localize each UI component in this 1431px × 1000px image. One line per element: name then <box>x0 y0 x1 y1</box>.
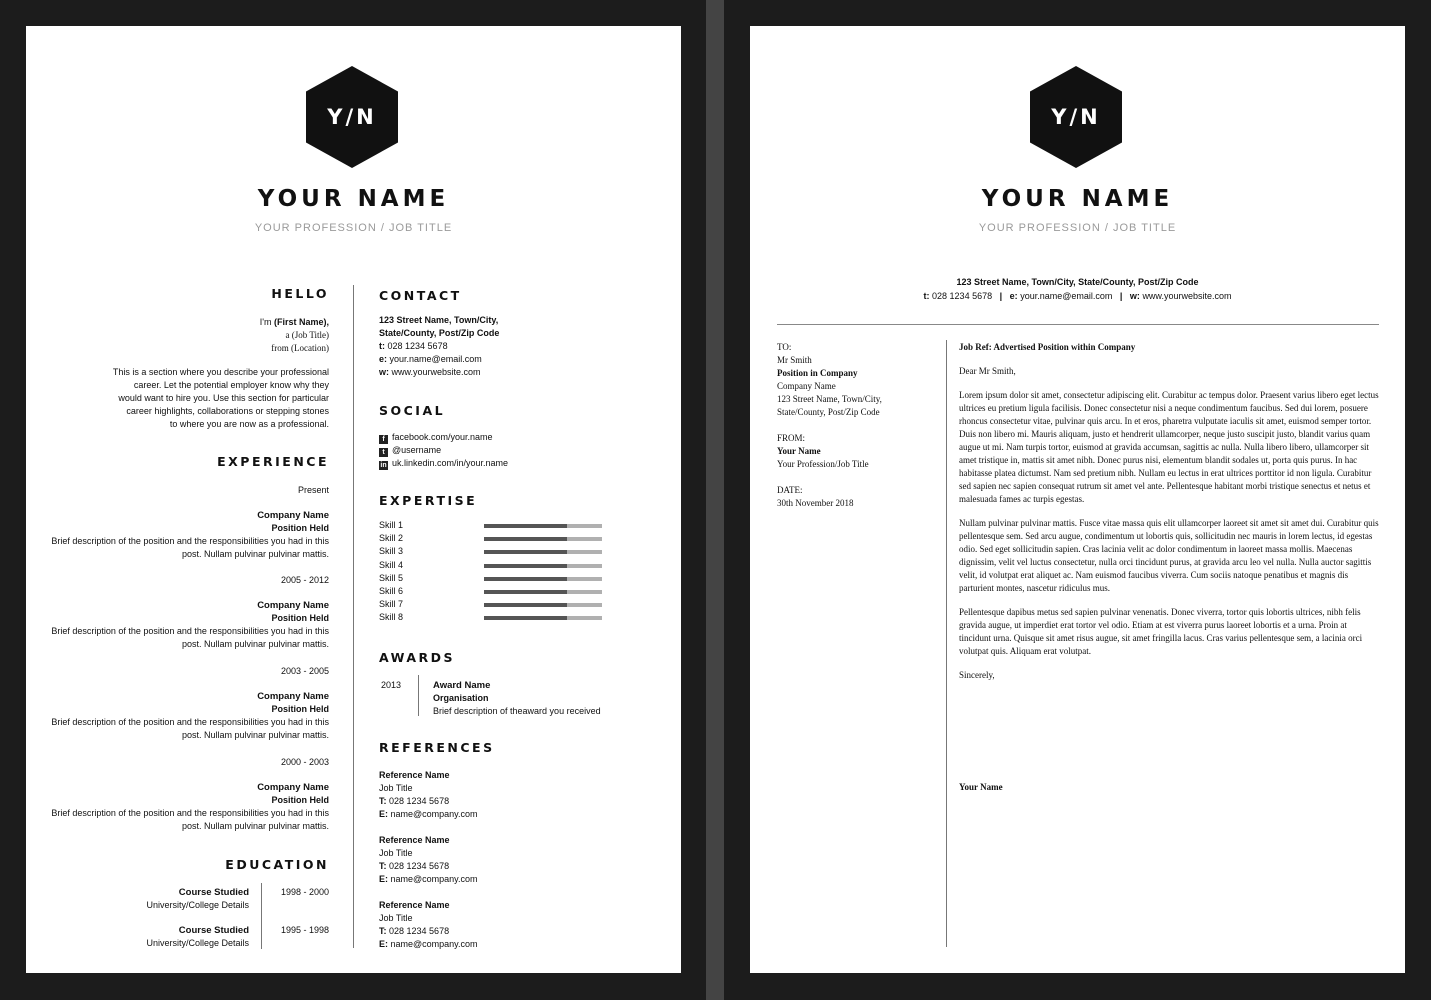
experience-company: Company Name <box>257 691 329 702</box>
twitter-icon: t <box>379 448 388 457</box>
skill-bar <box>484 616 602 620</box>
experience-date: Present <box>297 485 329 495</box>
letter-job-title: YOUR PROFESSION / JOB TITLE <box>978 222 1177 234</box>
salutation: Dear Mr Smith, <box>959 366 1016 376</box>
skill-bar <box>484 537 602 541</box>
monogram-text: Y/N <box>1051 105 1101 129</box>
skill-bar <box>484 564 602 568</box>
cover-letter-page <box>750 26 1405 973</box>
skill-bar-fill <box>484 603 567 607</box>
experience-date: 2000 - 2003 <box>280 757 329 767</box>
social-item-twitter[interactable]: t @username <box>379 444 629 457</box>
skill-bar <box>484 577 602 581</box>
experience-item: 2005 - 2012 Company Name Position Held Brief description of the position and the responsibilities you had in this post. Nullam pulvinar pulvinar mattis. <box>26 574 329 651</box>
experience-item: 2003 - 2005 Company Name Position Held Brief description of the position and the responsibilities you had in this post. Nullam pulvinar pulvinar mattis. <box>26 665 329 742</box>
education-heading: EDUCATION <box>225 857 329 872</box>
monogram-logo <box>306 66 398 168</box>
social-item-facebook[interactable]: f facebook.com/your.name <box>379 431 629 444</box>
hello-intro: I'm (First Name), <box>259 317 329 327</box>
monogram-text: Y/N <box>327 105 377 129</box>
hello-paragraph: This is a section where you describe your professional career. Let the potential employer know why they would want to hire you. Use this section for particular career highlights, collaborations or stepping stones to where you are now as a professional. <box>112 367 329 429</box>
letter-name: YOUR NAME <box>981 186 1174 212</box>
contact-address: 123 Street Name, Town/City, <box>379 315 499 325</box>
reference-item: Reference Name Job Title T: 028 1234 5678 E: name@company.com <box>379 900 478 949</box>
closing: Sincerely, <box>959 670 995 680</box>
experience-company: Company Name <box>257 510 329 521</box>
hello-location: from (Location) <box>271 343 329 353</box>
skill-bar <box>484 550 602 554</box>
experience-date: 2005 - 2012 <box>280 575 329 585</box>
skill-bar-fill <box>484 590 567 594</box>
skill-bar-fill <box>484 550 567 554</box>
contact-website: w: www.yourwebsite.com <box>379 367 481 377</box>
from-label: FROM: <box>777 433 806 443</box>
reference-item: Reference Name Job Title T: 028 1234 5678 E: name@company.com <box>379 770 478 819</box>
social-item-linkedin[interactable]: in uk.linkedin.com/in/your.name <box>380 458 509 469</box>
reference-item: Reference Name Job Title T: 028 1234 5678 E: name@company.com <box>379 835 478 884</box>
experience-item: 2000 - 2003 Company Name Position Held Brief description of the position and the responsibilities you had in this post. Nullam pulvinar pulvinar mattis. <box>26 756 329 833</box>
skill-bar-fill <box>484 524 567 528</box>
monogram-logo <box>1030 66 1122 168</box>
skill-bar-fill <box>484 577 567 581</box>
skill-label: Skill 1 <box>379 520 404 530</box>
education-years: 1998 - 2000 <box>280 887 329 897</box>
letter-paragraph: Pellentesque dapibus metus sed sapien pulvinar venenatis. Donec viverra, tortor quis lobortis ultrices, nibh felis gravida augue, ut imperdiet erat tortor vel odio. Etiam at est viverra purus laoreet lobortis et a urna. Proin at tincidunt urna. Quisque sit amet risus augue, sit amet fringilla lacus. Cras varius pellentesque sem, a lacinia orci volutpat quis. Aliquam erat volutpat. <box>959 607 1363 656</box>
contact-heading: CONTACT <box>379 288 462 303</box>
resume-name: YOUR NAME <box>257 186 450 212</box>
cv-page <box>26 26 681 973</box>
skill-bar <box>484 590 602 594</box>
education-divider <box>261 883 262 949</box>
experience-heading: EXPERIENCE <box>217 454 329 469</box>
column-divider <box>353 285 354 948</box>
skill-bar-fill <box>484 616 567 620</box>
skill-bar-fill <box>484 564 567 568</box>
skill-label: Skill 2 <box>379 533 404 544</box>
skill-bar <box>484 524 602 528</box>
awards-heading: AWARDS <box>379 650 456 665</box>
experience-position: Position Held <box>271 795 329 805</box>
experience-item: Present Company Name Position Held Brief description of the position and the responsibilities you had in this post. Nullam pulvinar pulvinar mattis. <box>26 484 329 561</box>
letter-contact-line: t: 028 1234 5678 | e: your.name@email.com | w: www.yourwebsite.com <box>923 291 1232 301</box>
signature-name: Your Name <box>959 782 1003 792</box>
to-label: TO: <box>777 342 792 352</box>
experience-position: Position Held <box>271 613 329 623</box>
skill-bar <box>484 603 602 607</box>
education-item: Course Studied University/College Details <box>146 925 249 948</box>
facebook-icon: f <box>379 435 388 444</box>
experience-date: 2003 - 2005 <box>280 666 329 676</box>
letter-header-rule <box>777 324 1379 325</box>
contact-phone: t: 028 1234 5678 <box>379 341 448 351</box>
skill-label: Skill 5 <box>379 572 404 583</box>
experience-company: Company Name <box>257 782 329 793</box>
references-heading: REFERENCES <box>379 740 495 755</box>
skill-label: Skill 6 <box>379 586 404 596</box>
job-reference: Job Ref: Advertised Position within Company <box>959 342 1136 352</box>
social-list <box>379 431 629 470</box>
skill-label: Skill 8 <box>379 612 404 623</box>
resume-job-title: YOUR PROFESSION / JOB TITLE <box>254 222 453 234</box>
letter-address: 123 Street Name, Town/City, State/County, Post/Zip Code <box>956 277 1199 287</box>
skill-label: Skill 7 <box>379 599 404 610</box>
date-label: DATE: <box>777 485 803 495</box>
expertise-heading: EXPERTISE <box>379 493 478 508</box>
education-item: Course Studied University/College Details <box>146 887 249 910</box>
experience-position: Position Held <box>271 704 329 714</box>
skill-label: Skill 4 <box>379 559 404 570</box>
letter-body <box>959 341 1381 693</box>
letter-meta: TO: Mr Smith Position in Company Company Name 123 Street Name, Town/City, State/County, Post/Zip Code FROM: Your Name Your Profession/Job Title DATE: 30th November 2018 <box>777 341 937 510</box>
contact-email: e: your.name@email.com <box>379 354 482 364</box>
skill-bar-fill <box>484 537 567 541</box>
experience-company: Company Name <box>257 600 329 611</box>
linkedin-icon: in <box>380 462 387 469</box>
letter-column-divider <box>946 340 947 947</box>
social-heading: SOCIAL <box>379 403 446 418</box>
contact-block: 123 Street Name, Town/City, State/County, Post/Zip Code t: 028 1234 5678 e: your.name@email.com w: www.yourwebsite.com <box>379 314 629 379</box>
education-years: 1995 - 1998 <box>280 925 329 935</box>
award-item: Award Name Organisation Brief description of theaward you received <box>433 680 601 716</box>
skill-label: Skill 3 <box>379 546 404 557</box>
award-divider <box>418 675 419 716</box>
experience-position: Position Held <box>271 523 329 533</box>
hello-job: a (Job Title) <box>285 330 329 340</box>
letter-paragraph: Lorem ipsum dolor sit amet, consectetur adipiscing elit. Curabitur ac tempus dolor. Praesent varius libero eget lectus ultrices eu pretium ligula facilisis. Donec consectetur nisi a neque condimentum faucibus. Sed dui lorem, posuere rhoncus consectetur vitae, pulvinar quis arcu. In et eros, pharetra vulputate iaculis sit amet, euismod semper tortor. Duis non libero mi. Mauris aliquam, justo et hendrerit ullamcorper, neque justo suscipit justo, blandit varius quam augue ut mi. Nam turpis tortor, euismod at gravida accumsan, sagittis ac nulla. Nulla libero libero, ullamcorper sit amet tristique in, mattis sit amet nibh. Donec purus nisi, elementum blandit sodales ut, porta quis purus. In hac habitasse platea dictumst. Nam sed pretium nibh. Nullam eu lectus in erat ultrices porttitor id non ligula. Curabitur sed sapien nec sapien consequat rutrum sit amet vel ante. Pellentesque habitant morbi tristique senectus et netus et malesuada fames ac turpis egestas. <box>959 390 1379 504</box>
award-year: 2013 <box>381 680 402 690</box>
page-separator <box>706 0 724 1000</box>
hello-heading: HELLO <box>271 286 329 301</box>
letter-paragraph: Nullam pulvinar pulvinar mattis. Fusce vitae massa quis elit ullamcorper laoreet sit amet sit amet dui. Curabitur quis pellentesque sem. Sed arcu augue, condimentum ut lobortis quis, sollicitudin nec mauris in lorem lectus, id egestas odio. Sed eget sollicitudin sapien. Cras lacinia velit ac dolor condimentum in laoreet massa mollis. Maecenas dignissim, velit vel luctus consectetur, nulla orci tincidunt purus, at gravida arcu leo vel nulla. Nulla auctor sagittis velit, id volutpat erat aliquet ac. Nam euismod faucibus viverra. Cum sociis natoque penatibus et magnis dis parturient montes, nascetur ridiculus mus. <box>959 518 1379 593</box>
